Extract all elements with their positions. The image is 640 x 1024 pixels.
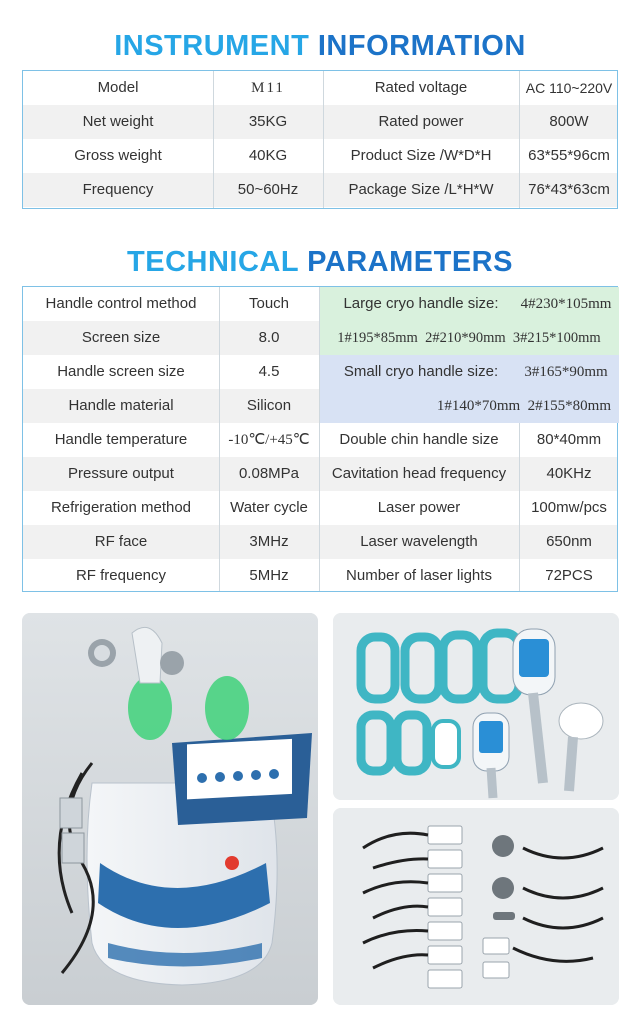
machine-photo (22, 613, 318, 1005)
instrument-info-title (0, 30, 640, 63)
value-cell: 3MHz (249, 533, 289, 550)
divider (319, 287, 320, 591)
title-word-1: TECHNICAL (127, 246, 299, 278)
label-cell: RF face (94, 533, 148, 550)
label-cell: Screen size (81, 329, 161, 346)
label-cell: Model (97, 79, 139, 96)
divider (519, 423, 520, 591)
accessories-illustration (333, 808, 619, 1005)
value-cell: 40KHz (546, 465, 592, 482)
value-cell: 63*55*96cm (528, 147, 610, 164)
label-cell: Double chin handle size (339, 431, 499, 448)
label-cell: Cavitation head frequency (331, 465, 507, 482)
value-cell: 800W (549, 113, 589, 130)
table-row (23, 389, 617, 423)
value-cell: Water cycle (230, 499, 308, 516)
value-cell: Touch (248, 295, 290, 312)
label-cell: Laser wavelength (360, 533, 478, 550)
value-cell: 0.08MPa (238, 465, 300, 482)
divider (213, 71, 214, 208)
table-row (23, 457, 617, 491)
label-cell: Package Size /L*H*W (348, 181, 494, 198)
table-row (23, 105, 617, 139)
table-row (23, 355, 617, 389)
value-cell: 80*40mm (536, 431, 602, 448)
value-cell: 8.0 (258, 329, 280, 346)
table-row (23, 491, 617, 525)
label-cell: Refrigeration method (50, 499, 192, 516)
value-cell: 40KG (248, 147, 288, 164)
value-cell: 5MHz (249, 567, 289, 584)
handles-photo (333, 613, 619, 800)
cryo-machine-illustration (22, 613, 318, 1005)
value-cell: 35KG (248, 113, 288, 130)
title-word-1: INSTRUMENT (114, 30, 310, 62)
table-row (23, 287, 617, 321)
instrument-info-table (22, 70, 618, 209)
table-row (23, 71, 617, 105)
label-cell: Number of laser lights (346, 567, 492, 584)
table-row (23, 139, 617, 173)
table-row (23, 173, 617, 207)
value-cell: 100mw/pcs (531, 499, 607, 516)
title-word-2: INFORMATION (317, 30, 526, 62)
value-cell: AC 110~220V (525, 80, 613, 96)
label-cell: Rated voltage (374, 79, 468, 96)
technical-parameters-table (22, 286, 618, 592)
table-row (23, 321, 617, 355)
value-cell: M11 (251, 80, 285, 96)
label-cell: Handle control method (45, 295, 197, 312)
label-cell: Small cryo handle size: (343, 363, 499, 380)
value-cell: 72PCS (545, 567, 593, 584)
table-row (23, 559, 617, 593)
label-cell: RF frequency (75, 567, 167, 584)
title-word-2: PARAMETERS (307, 246, 513, 278)
label-cell: Handle temperature (54, 431, 188, 448)
value-cell: 1#195*85mm 2#210*90mm 3#215*100mm (319, 321, 619, 355)
label-cell: Laser power (377, 499, 461, 516)
divider (519, 71, 520, 208)
label-cell: Net weight (82, 113, 154, 130)
label-cell: Handle screen size (57, 363, 185, 380)
divider (323, 71, 324, 208)
table-row (23, 525, 617, 559)
value-cell: 3#165*90mm (524, 364, 608, 380)
value-cell: 1#140*70mm 2#155*80mm (319, 389, 619, 423)
value-cell: 650nm (546, 533, 592, 550)
value-cell: Silicon (246, 397, 292, 414)
label-cell: Gross weight (74, 147, 162, 164)
table-row (23, 423, 617, 457)
value-cell: 50~60Hz (237, 181, 299, 198)
label-cell: Product Size /W*D*H (350, 147, 492, 164)
label-cell: Large cryo handle size: (343, 295, 499, 312)
label-cell: Frequency (82, 181, 154, 198)
value-cell: 4#230*105mm (520, 296, 612, 312)
label-cell: Pressure output (68, 465, 174, 482)
label-cell: Rated power (378, 113, 464, 130)
value-cell: 4.5 (258, 363, 280, 380)
cryo-handles-illustration (333, 613, 619, 800)
value-cell: -10℃/+45℃ (228, 432, 310, 448)
accessories-photo (333, 808, 619, 1005)
label-cell: Handle material (68, 397, 174, 414)
divider (219, 287, 220, 591)
technical-parameters-title (0, 246, 640, 279)
value-cell: 76*43*63cm (528, 181, 610, 198)
